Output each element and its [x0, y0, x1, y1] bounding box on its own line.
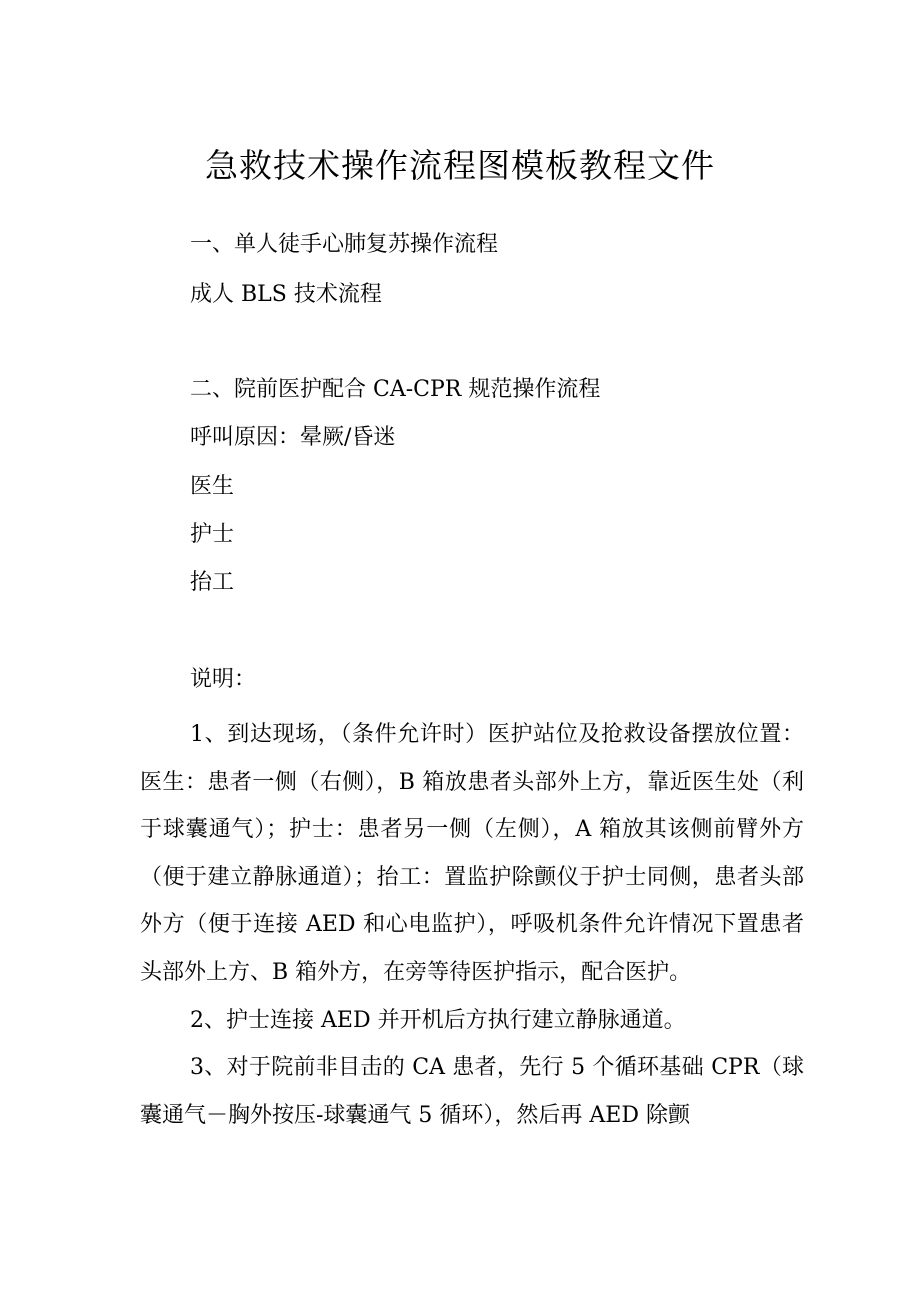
- role-nurse: 护士: [190, 522, 235, 547]
- section-1-heading: 一、单人徒手心肺复苏操作流程: [190, 232, 499, 257]
- call-reason: 呼叫原因：晕厥/昏迷: [190, 425, 396, 450]
- notes-body: [140, 711, 804, 1139]
- note-paragraph-2: 2、护士连接 AED 并开机后方执行建立静脉通道。: [190, 1007, 686, 1033]
- role-doctor: 医生: [190, 474, 235, 499]
- section-1-subline: 成人 BLS 技术流程: [190, 282, 382, 307]
- note-paragraph-1: 1、到达现场，（条件允许时）医护站位及抢救设备摆放位置：医生：患者一侧（右侧），B 箱放患者头部外上方，靠近医生处（利于球囊通气）；护士：患者另一侧（左侧），A 箱放其该侧前臂外方（便于建立静脉通道）；抬工：置监护除颤仪于护士同侧，患者头部外方（便于连接 AED 和心电监护），呼吸机条件允许情况下置患者头部外上方、B 箱外方，在旁等待医护指示，配合医护。: [140, 722, 804, 985]
- note-paragraph-3: 3、对于院前非目击的 CA 患者，先行 5 个循环基础 CPR（球囊通气－胸外按压-球囊通气 5 循环），然后再 AED 除颤: [140, 1055, 804, 1128]
- document-title: 急救技术操作流程图模板教程文件: [205, 146, 715, 185]
- section-2-heading: 二、院前医护配合 CA-CPR 规范操作流程: [190, 377, 601, 402]
- role-porter: 抬工: [190, 570, 235, 595]
- notes-label: 说明：: [190, 667, 257, 692]
